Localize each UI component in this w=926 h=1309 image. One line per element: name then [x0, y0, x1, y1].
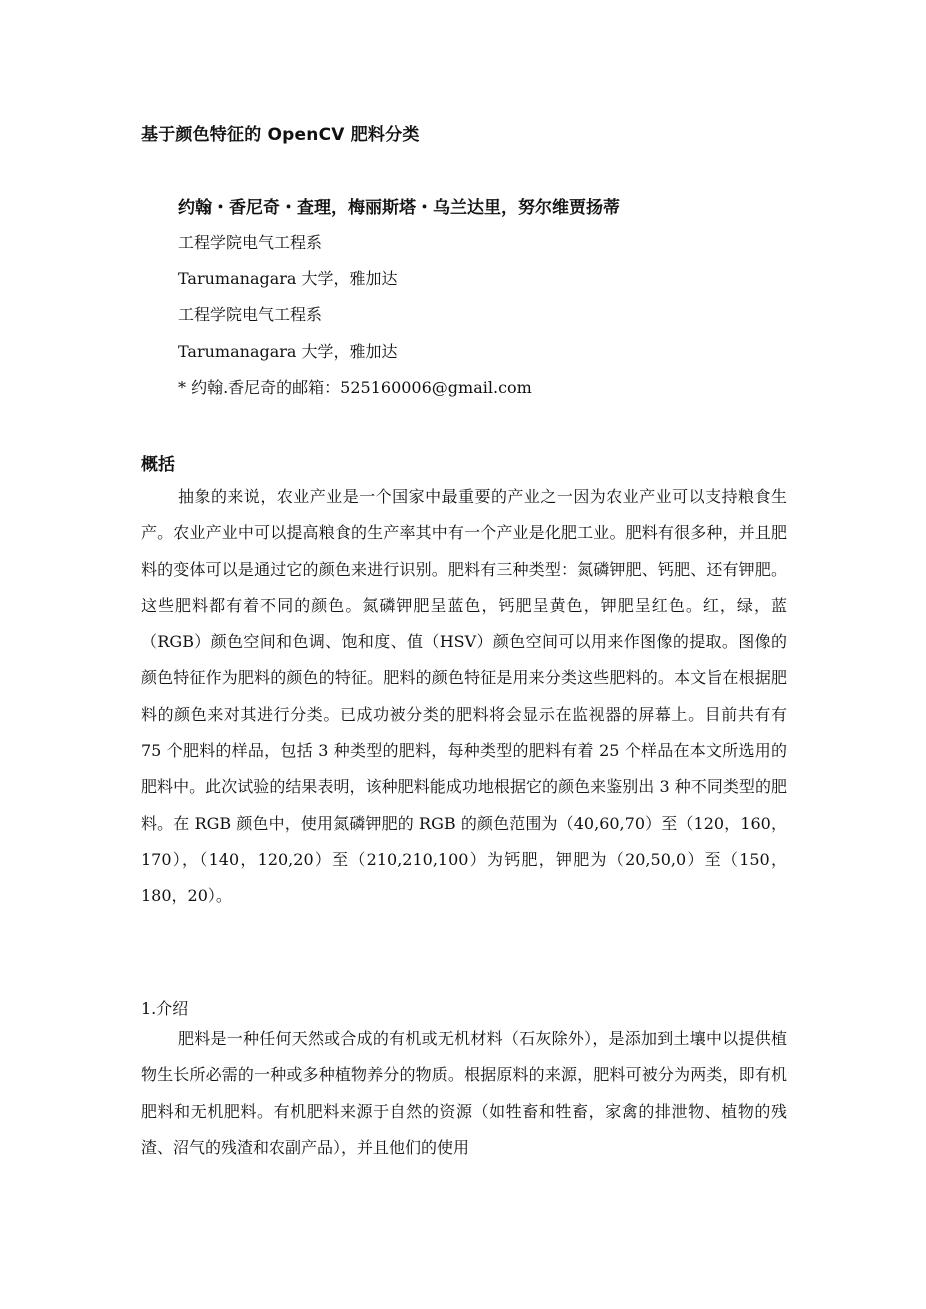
- introduction-body: 肥料是一种任何天然或合成的有机或无机材料（石灰除外），是添加到土壤中以提供植物生长所必需的一种或多种植物养分的物质。根据原料的来源，肥料可被分为两类，即有机肥料和无机肥料。有机肥料来源于自然的资源（如牲畜和牲畜，家禽的排泄物、植物的残渣、沼气的残渣和农副产品），并且他们的使用: [141, 1029, 787, 1157]
- corresponding-email: * 约翰.香尼奇的邮箱：525160006@gmail.com: [178, 378, 532, 397]
- affiliation-department-1: 工程学院电气工程系: [178, 233, 323, 252]
- paper-title: 基于颜色特征的 OpenCV 肥料分类: [141, 125, 420, 145]
- affiliation-department-2: 工程学院电气工程系: [178, 305, 323, 324]
- affiliation-university-1: Tarumanagara 大学，雅加达: [178, 269, 398, 288]
- author-list: 约翰・香尼奇・查理，梅丽斯塔・乌兰达里，努尔维贾扬蒂: [178, 198, 620, 218]
- introduction-heading: 1.介绍: [141, 999, 189, 1018]
- abstract-body: 抽象的来说，农业产业是一个国家中最重要的产业之一因为农业产业可以支持粮食生产。农业产业中可以提高粮食的生产率其中有一个产业是化肥工业。肥料有很多种，并且肥料的变体可以是通过它的颜色来进行识别。肥料有三种类型：氮磷钾肥、钙肥、还有钾肥。这些肥料都有着不同的颜色。氮磷钾肥呈蓝色，钙肥呈黄色，钾肥呈红色。红，绿，蓝（RGB）颜色空间和色调、饱和度、值（HSV）颜色空间可以用来作图像的提取。图像的颜色特征作为肥料的颜色的特征。肥料的颜色特征是用来分类这些肥料的。本文旨在根据肥料的颜色来对其进行分类。已成功被分类的肥料将会显示在监视器的屏幕上。目前共有有 75 个肥料的样品，包括 3 种类型的肥料，每种类型的肥料有着 25 个样品在本文所选用的肥料中。此次试验的结果表明，该种肥料能成功地根据它的颜色来鉴别出 3 种不同类型的肥料。在 RGB 颜色中，使用氮磷钾肥的 RGB 的颜色范围为（40,60,70）至（120，160，170），（140，120,20）至（210,210,100）为钙肥，钾肥为（20,50,0）至（150，180，20）。: [141, 487, 787, 906]
- abstract-heading: 概括: [141, 455, 175, 475]
- affiliation-university-2: Tarumanagara 大学，雅加达: [178, 342, 398, 361]
